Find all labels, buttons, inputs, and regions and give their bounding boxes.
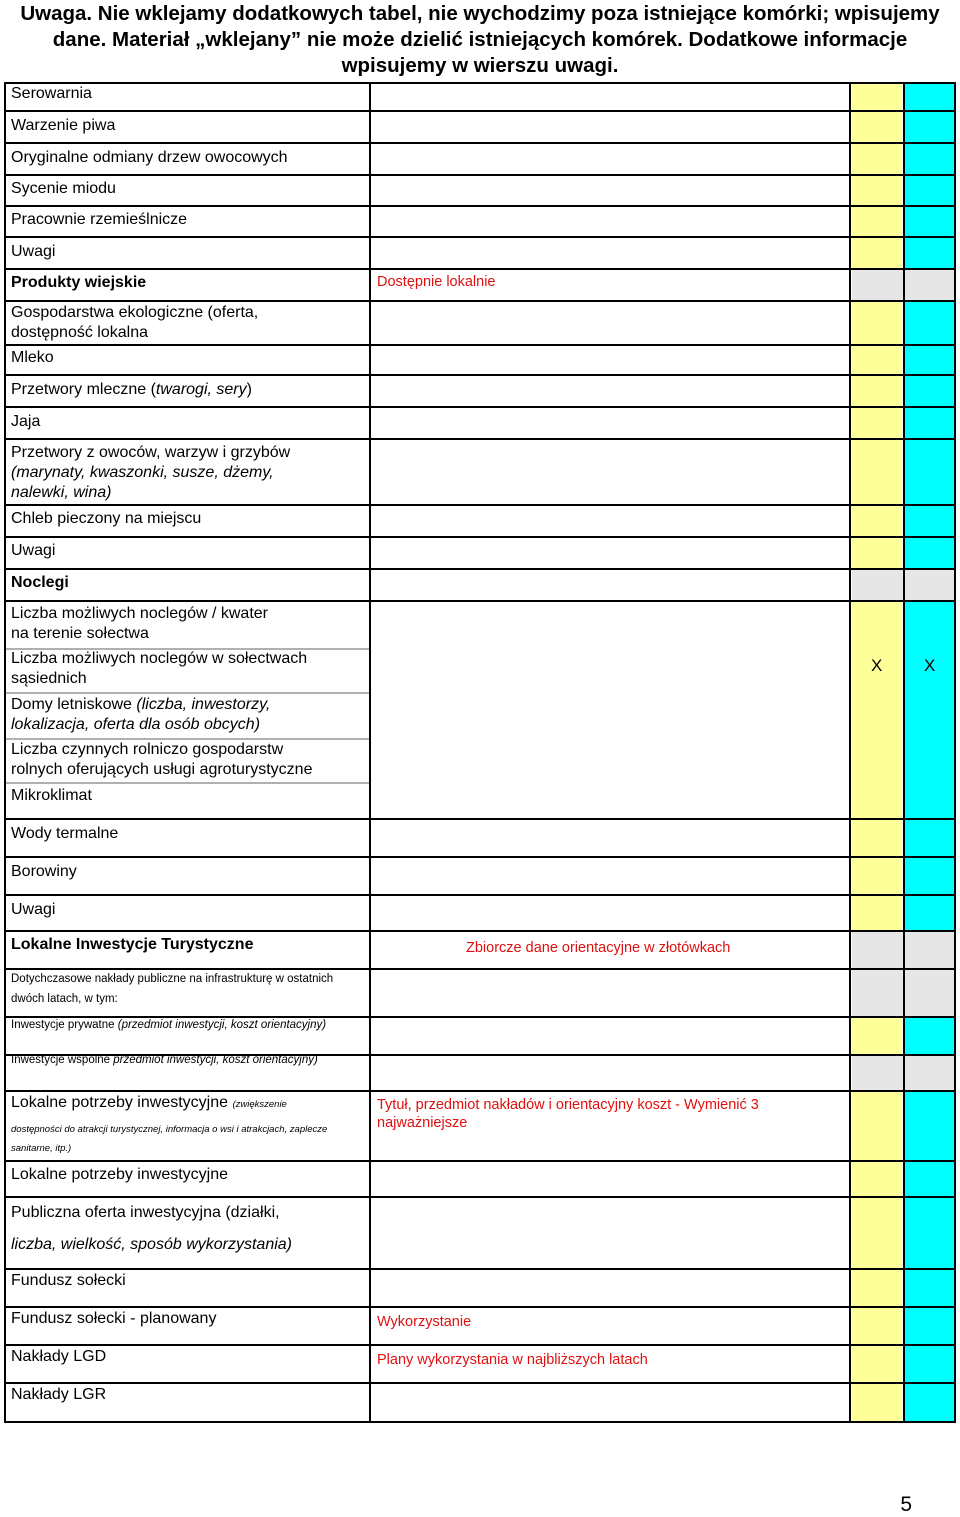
notice-line-1: Uwaga. Nie wklejamy dodatkowych tabel, nie wychodzimy poza istniejące komórki; wpisujemy: [20, 2, 940, 25]
row-line: [4, 1344, 956, 1346]
row-line: [4, 536, 956, 538]
label-sycenie-miodu: Sycenie miodu: [11, 180, 116, 197]
label-potrzeby-inwestycyjne: Lokalne potrzeby inwestycyjne: [11, 1166, 229, 1183]
column-divider-cyan: [903, 82, 905, 1423]
row-line: [4, 600, 956, 602]
label-wody-termalne: Wody termalne: [11, 825, 119, 842]
row-line-faint: [6, 692, 369, 694]
label-liczba-noclegow-1: Liczba możliwych noclegów / kwater: [11, 605, 268, 622]
label-przetwory-mleczne: Przetwory mleczne (twarogi, sery): [11, 381, 252, 398]
row-line: [4, 568, 956, 570]
row-line: [4, 406, 956, 408]
label-mikroklimat: Mikroklimat: [11, 787, 92, 804]
label-potrzeby-2: dostępności do atrakcji turystycznej, informacja o wsi i atrakcjach, zaplecze: [11, 1124, 328, 1135]
label-naklady-lgd: Nakłady LGD: [11, 1348, 107, 1365]
label-agroturystyka-1: Liczba czynnych rolniczo gospodarstw: [11, 741, 284, 758]
row-line: [4, 344, 956, 346]
row-line: [4, 1268, 956, 1270]
label-domy-letniskowe-2: lokalizacja, oferta dla osób obcych): [11, 716, 261, 733]
label-przetwory-owoce-1: Przetwory z owoców, warzyw i grzybów: [11, 444, 291, 461]
mark-x-cyan: X: [924, 656, 936, 675]
label-oferta-1: Publiczna oferta inwestycyjna (działki,: [11, 1204, 280, 1221]
label-mleko: Mleko: [11, 349, 54, 366]
row-line: [4, 856, 956, 858]
row-line: [4, 438, 956, 440]
row-line: [4, 504, 956, 506]
label-serowarnia: Serowarnia: [11, 85, 92, 102]
row-line: [4, 1160, 956, 1162]
label-przetwory-owoce-2: (marynaty, kwaszonki, susze, dżemy,: [11, 464, 274, 481]
label-noclegi-sasiednie-1: Liczba możliwych noclegów w sołectwach: [11, 650, 308, 667]
label-warzenie-piwa: Warzenie piwa: [11, 117, 116, 134]
label-uwagi-1: Uwagi: [11, 243, 56, 260]
label-chleb: Chleb pieczony na miejscu: [11, 510, 202, 527]
row-line: [4, 236, 956, 238]
section-noclegi: Noclegi: [11, 574, 69, 591]
row-line: [4, 968, 956, 970]
row-line: [4, 1382, 956, 1384]
label-uwagi-2: Uwagi: [11, 542, 56, 559]
column-divider-label: [369, 82, 371, 1423]
section-produkty-wiejskie: Produkty wiejskie: [11, 274, 147, 291]
label-inwestycje-wspolne: Inwestycje wspólne przedmiot inwestycji, koszt orientacyjny): [11, 1054, 318, 1066]
label-oferta-2: liczba, wielkość, sposób wykorzystania): [11, 1236, 292, 1253]
label-domy-letniskowe-1: Domy letniskowe (liczba, inwestorzy,: [11, 696, 271, 713]
label-naklady-lgr: Nakłady LGR: [11, 1386, 107, 1403]
row-line: [4, 205, 956, 207]
row-line: [4, 1306, 956, 1308]
label-gospodarstwa-eko-1: Gospodarstwa ekologiczne (oferta,: [11, 304, 259, 321]
note-tytul-2: najważniejsze: [377, 1115, 468, 1131]
row-line: [4, 142, 956, 144]
label-pracownie: Pracownie rzemieślnicze: [11, 211, 188, 228]
label-jaja: Jaja: [11, 413, 41, 430]
label-potrzeby-3: sanitarne, itp.): [11, 1143, 72, 1154]
note-plany: Plany wykorzystania w najbliższych latach: [377, 1352, 648, 1368]
row-line: [4, 930, 956, 932]
label-naklady-2: dwóch latach, w tym:: [11, 993, 118, 1005]
note-tytul-1: Tytuł, przedmiot nakładów i orientacyjny koszt - Wymienić 3: [377, 1097, 759, 1113]
row-line: [4, 268, 956, 270]
row-line: [4, 1196, 956, 1198]
label-odmiany-drzew: Oryginalne odmiany drzew owocowych: [11, 149, 288, 166]
page-number: 5: [900, 1493, 912, 1516]
label-agroturystyka-2: rolnych oferujących usługi agroturystyczne: [11, 761, 313, 778]
row-line: [4, 374, 956, 376]
row-line: [4, 110, 956, 112]
column-divider-value: [849, 82, 851, 1423]
label-borowiny: Borowiny: [11, 863, 77, 880]
row-line: [4, 894, 956, 896]
label-inwestycje-prywatne: Inwestycje prywatne (przedmiot inwestycji, koszt orientacyjny): [11, 1019, 327, 1031]
label-noclegi-sasiednie-2: sąsiednich: [11, 670, 87, 687]
label-fundusz-planowany: Fundusz sołecki - planowany: [11, 1310, 217, 1327]
label-fundusz: Fundusz sołecki: [11, 1272, 126, 1289]
note-dostepnie-lokalnie: Dostępnie lokalnie: [377, 274, 496, 290]
note-wykorzystanie: Wykorzystanie: [377, 1314, 472, 1330]
mark-x-yellow: X: [871, 656, 883, 675]
row-line: [4, 300, 956, 302]
label-naklady-1: Dotychczasowe nakłady publiczne na infrastrukturę w ostatnich: [11, 973, 334, 985]
note-zbiorcze-dane: Zbiorcze dane orientacyjne w złotówkach: [466, 940, 731, 956]
row-line-faint: [6, 782, 369, 784]
row-line: [4, 1090, 956, 1092]
label-liczba-noclegow-2: na terenie sołectwa: [11, 625, 149, 642]
label-potrzeby-1: Lokalne potrzeby inwestycyjne (zwiększenie: [11, 1094, 287, 1111]
row-line: [4, 174, 956, 176]
section-lokalne-inwestycje: Lokalne Inwestycje Turystyczne: [11, 936, 254, 953]
notice-line-2: dane. Materiał „wklejany” nie może dzielić istniejących komórek. Dodatkowe informacje: [52, 28, 908, 51]
label-gospodarstwa-eko-2: dostępność lokalna: [11, 324, 148, 341]
label-uwagi-3: Uwagi: [11, 901, 56, 918]
notice-line-3: wpisujemy w wierszu uwagi.: [341, 54, 619, 77]
row-line: [4, 818, 956, 820]
label-przetwory-owoce-3: nalewki, wina): [11, 484, 112, 501]
